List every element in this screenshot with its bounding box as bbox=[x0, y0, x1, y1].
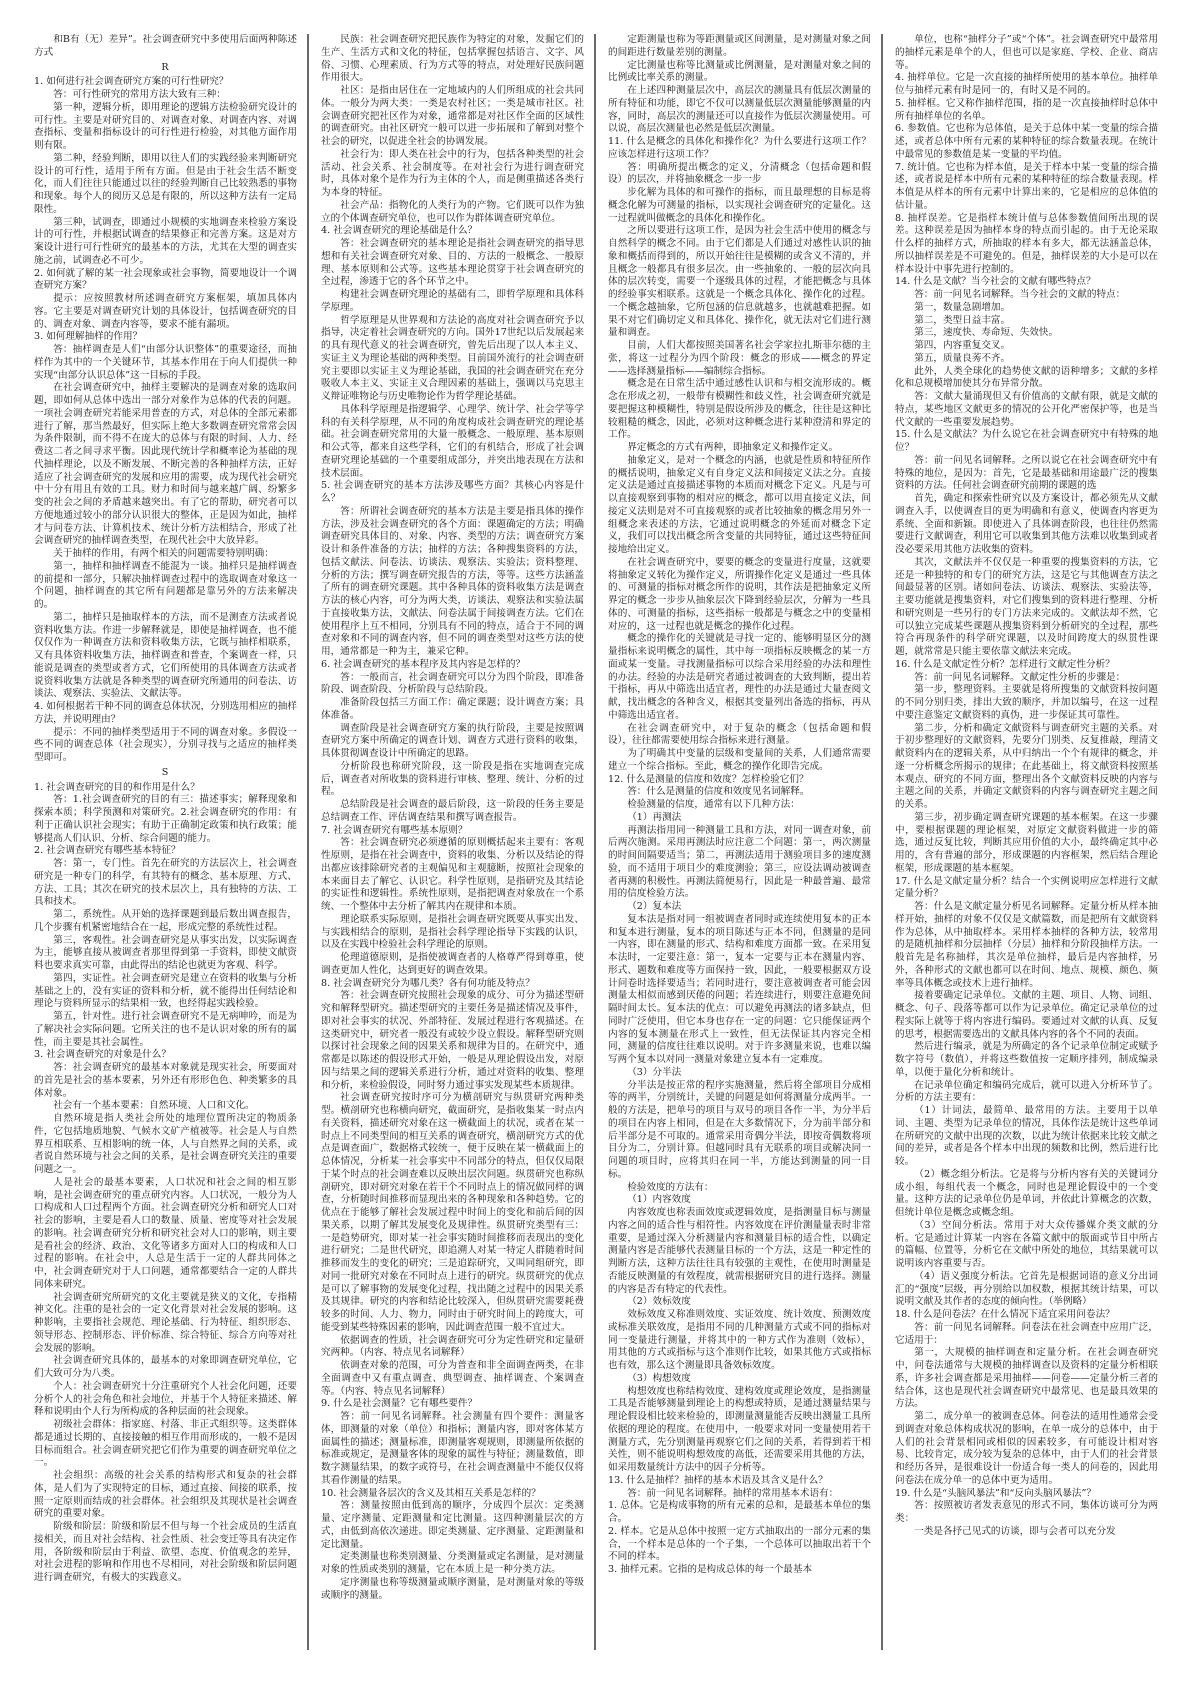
question-heading: 10. 社会测量各层次的含义及其相互关系是怎样的？ bbox=[321, 1487, 541, 1499]
question-heading: 3. 如何理解抽样的作用？ bbox=[34, 331, 143, 343]
answer-paragraph: 之所以要进行这项工作，是因为社会生活中使用的概念与自然科学的概念不同。由于它们都是人们通过对感性认识的抽象和概括而得到的，所以开始往往是模糊的或含义不清的，并且概念一般都具有很多层次。由一些抽象的、一般的层次向具体的层次转变，需要一个逐级具体的过程，才能把概念与具体的经验事实相联系。这就是一个概念具体化、操作化的过程。一个概念越抽象，它所包涵的信息就越多，也就越难把握。如果不对它们确切定义和具体化、操作化，就无法对它们进行测量和调查。 bbox=[608, 225, 871, 339]
answer-paragraph: 分析阶段也称研究阶段，这一阶段是指在实地调查完成后，调查者对所收集的资料进行审核、整理、统计、分析的过程。 bbox=[321, 760, 584, 798]
answer-paragraph: 第二，系统性。从开始的选择课题到最后数出调查报告，几个步骤有机紧密地结合在一起，形成完整的系统性过程。 bbox=[34, 909, 297, 933]
text-column-3 bbox=[608, 34, 883, 1650]
answer-paragraph: 社会有一个基本要素：自然环境、人口和文化。 bbox=[53, 1100, 255, 1112]
answer-paragraph: 自然环境是指人类社会所处的地理位置所决定的物质条件，它包括地质地貌、气候水文矿产植被等。社会是人与自然界互相联系、互相影响的统一体，人与自然界之间的关系，或者说自然环境与社会之间的关系，是社会调查研究关注的重要问题之一。 bbox=[34, 1113, 297, 1175]
answer-paragraph: 此外，人类全球化的趋势使文献的语种增多；文献的多样化和总规模增加使其分布异常分散。 bbox=[895, 365, 1158, 390]
question-heading: 5. 抽样框。它又称作抽样范围，指的是一次直接抽样时总体中所有抽样单位的名单。 bbox=[895, 97, 1158, 122]
question-heading: 15. 什么是文献法？为什么说它在社会调查研究中有特殊的地位？ bbox=[895, 429, 1158, 453]
answer-paragraph: 社会调查研究按时序可分为横剖研究与纵贯研究两种类型。横剖研究也称横向研究，截面研究，是指收集某一时点内有关资料，描述研究对象在这一横截面上的状况，或者在某一时点上不同类型间的相互关系的调查研究，横剖研究方式的优点是调查面广，数据格式较统一，便于反映在某一横截面上的总体情况，分析某一社会事实中不同部分的特点，但仅仅局限于某个时点的社会调查难以反映出层次问题。纵贯研究也称纵剖研究，即对研究对象在若干个不同时点上的情况做同样的调查，分析随时间推移而显现出来的各种现象和各种趋势。它的优点在于能够了解社会发展过程中时间上的变化和前后间的因果关系，以期了解其发展变化及规律性。纵贯研究类型有三：一是趋势研究，即对某一社会事实随时间推移而表现出的变化进行研究；二是世代研究，即追溯人对某一特定人群随着时间推移而发生的变化的研究；三是追踪研究，又叫同组研究，即对同一批研究对象在不同时点上进行的研究。纵贯研究的优点是可以了解事物的发展变化过程，找出随之过程中的因果关系及其规律。研究的内容和结论比较深入，但纵贯研究需要耗费较多的时间、人力、物力，同时由于研究时间上的跨度大，可能受到某些特殊因素的影响，因此调查范围一般不宜过大。 bbox=[321, 1092, 584, 1333]
answer-paragraph: 在上述四种测量层次中，高层次的测量具有低层次测量的所有特征和功能，即它不仅可以测量低层次测量能够测量的内容，同时，高层次的测量还可以直接作为低层次测量使用。可以说，高层次测量也必然是低层次测量。 bbox=[608, 85, 871, 135]
answer-paragraph: 答：什么是测量的信度和效度见名词解释。 bbox=[627, 786, 810, 798]
answer-paragraph: 复本法是指对同一组被调查者同时或连续使用复本的正本和复本进行测量，复本的项目陈述与正本不同，但测量的是同一内容，即在测量的形式、结构和难度方面都一致。在采用复本法时，一定要注意：第一，复本一定要与正本在测量内容、形式、题数和难度等方面保持一致，因此，一般要根据双方设计问卷时选择要适当；若同时进行，要注意被调查者可能会因测量太相似而感到厌倦的问题；若连续进行，则要注意避免间隔时间太长。复本法的优点：可以避免再测法的诸多缺点，但同时广泛使用，但它本身也存在一定的问题：它只能保证两个内容的复本测量在形式上一致性，但无法保证其内容完全相同，测量的信度往往难以说明。对于许多测量来说，也难以编写两个复本以对同一测量对象建立复本有一定难度。 bbox=[608, 913, 871, 1065]
answer-paragraph: （2）效标效度 bbox=[627, 1296, 691, 1308]
answer-paragraph: 准备阶段包括三方面工作：确定课题；设计调查方案；具体准备。 bbox=[321, 697, 584, 721]
answer-paragraph: （3）构想效度 bbox=[627, 1372, 691, 1384]
answer-paragraph: 概念是在日常生活中通过感性认识和与相交流形成的。概念在形成之初，一般带有模糊性和歧义性，社会调查研究就是要把握这种模糊性，特别是假设所涉及的概念，往往是这种比较粗糙的概念，因此，必须对这种概念进行某种澄清和界定的工作。 bbox=[608, 378, 871, 441]
answer-paragraph: （3）分半法 bbox=[627, 1066, 682, 1078]
answer-paragraph: 然后进行编录，就是为所确定的各个记录单位制定或赋予数字符号（数值），并将这些数值按一定顺序排列，制成编录单，以便于量化分析和统计。 bbox=[895, 1041, 1158, 1078]
answer-paragraph: 社会组织：高级的社会关系的结构形式和复杂的社会群体，是人们为了实现特定的目标，通过直接、间接的联系，按照一定原则而结成的社会群体。社会组织及其现状是社会调查研究的重要对象。 bbox=[34, 1470, 297, 1520]
answer-paragraph: 和B有（无）差异”。社会调查研究中多使用后面两种陈述方式 bbox=[34, 34, 297, 58]
answer-paragraph: （3）空间分析法。常用于对大众传播媒介类文献的分析。它是通过计算某一内容在各篇文献中的版面或节目中所占的篇幅、位置等，分析它在文献中所处的地位，其结果就可以说明该内容重要与否。 bbox=[895, 1219, 1158, 1269]
answer-paragraph: 具体科学原理是指逻辑学、心理学、统计学、社会学等学科的有关科学原理，从不同的角度构成社会调查研究的理论基础。社会调查研究常用的大量一般概念、一般原理、基本原则和公式等，都来自这些学科，它们的有机结合，形成了社会调查研究理论基础的一个重要组成部分，并突出地表现在方法和技术层面。 bbox=[321, 403, 584, 479]
question-heading: 12. 什么是测量的信度和效度？怎样检验它们？ bbox=[608, 773, 809, 785]
question-heading: 1. 如何进行社会调查研究方案的可行性研究？ bbox=[34, 76, 229, 88]
answer-paragraph: 答：社会调查研究的最基本对象就是现实社会，所要面对的首先是社会的基本要素，另外还有形形色色、种类繁多的具体对象。 bbox=[34, 1062, 297, 1099]
question-heading: 7. 社会调查研究有哪些基本原则？ bbox=[321, 824, 468, 836]
answer-paragraph: 第三，速度快、寿命短、失效快。 bbox=[914, 327, 1059, 339]
answer-paragraph: 定类测量也称类别测量、分类测量或定名测量，是对测量对象的性质或类别的测量，它在本质上是一种分类方法。 bbox=[321, 1551, 584, 1575]
answer-paragraph: 答：所谓社会调查研究的基本方法是主要是指具体的操作方法，涉及社会调查研究的各个方面：课题确定的方法；明确调查研究具体目的、对象、内容、类型的方法；调查研究方案设计和条件准备的方法；抽样的方法；各种搜集资料的方法，包括文献法、问卷法、访谈法、观察法、实验法；资料整理、分析的方法；撰写调查研究报告的方法，等等。这些方法涵盖了所有的调查研究课题。其中各种具体的资料收集方法是调查方法的核心内容，可分为两大类，访谈法、观察法和实验法属于直接收集方法，文献法、问卷法属于间接调查方法。它们在使用程序上互不相同，分别具有不同的特点，适合于不同的调查对象和不同的调查内容，但不同的调查类型对这些方法的使用，通常都是一种为主，兼采它种。 bbox=[321, 505, 584, 657]
answer-paragraph: 第一步，整理资料。主要就是将所搜集的文献资料按问题的不同分别归类，排出大致的顺序，并加以编号，在这一过程中要注意鉴定文献资料的真伪，进一步保证其可靠性。 bbox=[895, 684, 1158, 721]
answer-paragraph: 检验测量的信度，通常有以下几种方法： bbox=[627, 799, 800, 810]
answer-paragraph: （2）复本法 bbox=[627, 901, 682, 912]
answer-paragraph: 社会行为：即人类在社会中的行为，包括各种类型的社会活动、社会关系、社会制度等。在对社会行为进行调查研究时，具体对象个是作为行为主体的个人，而是侧重描述各类行为本身的特征。 bbox=[321, 148, 584, 198]
answer-paragraph: 答：测量按照由低到高的顺序，分成四个层次：定类测量、定序测量、定距测量和定比测量。这四种测量层次的方式，由低到高依次递进。即定类测量、定序测量、定距测量和定比测量。 bbox=[321, 1500, 584, 1550]
text-column-1 bbox=[34, 34, 309, 1650]
answer-paragraph: 第二步，分析和确定文献资料与调查研究主题的关系。对于初步整理好的文献资料，先要分门别类、反复推敲，理清文献资料内在的逻辑关系，从中归纳出一个个有规律的概念，并逐一分析概念所揭示的规律；在此基础上，将文献资料按照基本观点、研究的不同方面，整理出各个文献资料反映的内容与主题之间的关系，并确定文献资料的内容与调查研究主题之间的关系。 bbox=[895, 722, 1158, 810]
answer-paragraph: 一类是各抒己见式的访谈，即与会者可以充分发 bbox=[914, 1525, 1116, 1537]
answer-paragraph: 答：什么是文献定量分析见名词解释。定量分析从样本抽样开始，抽样的对象不仅仅是文献篇数，而是把所有文献资料作为总体，从中抽取样本。采用样本抽样的各种方法，较常用的是随机抽样和分层抽样（分层）抽样和分阶段抽样方法。一般首先是名称抽样，其次是单位抽样，最后是内容抽样，另外，各种形式的文献也都可以在时间、地点、规模、颜色、频率等具体概念或技术上进行抽样。 bbox=[895, 901, 1158, 989]
answer-paragraph: 提示：应按照教材所述调查研究方案框架，填加具体内容。它主要是对调查研究计划的具体设计，包括调查研究的目的、调查对象、调查内容等，要求不能有漏项。 bbox=[34, 293, 297, 330]
question-heading: 4. 如何根据若干种不同的调查总体状况，分别选用相应的抽样方法，并说明理由？ bbox=[34, 701, 297, 725]
answer-paragraph: 定序测量也称等级测量或顺序测量，是对测量对象的等级或顺序的测量。 bbox=[321, 1576, 584, 1601]
answer-paragraph: 调查阶段是社会调查研究方案的执行阶段，主要是按照调查研究方案中所确定的调查计划、调查方式进行资料的收集，具体贯彻调查设计中所确定的思路。 bbox=[321, 722, 584, 759]
question-heading: 8. 抽样误差。它是指样本统计值与总体参数值间所出现的误差。这种误差是因为抽样本身的特点而引起的。由于无论采取什么样的抽样方式，所抽取的样本有多大，都无法涵盖总体，所以抽样误差是不可避免的。但是，抽样误差的大小是可以在样本设计中事先进行控制的。 bbox=[895, 212, 1158, 275]
answer-paragraph: 第二，抽样只是抽取样本的方法，而不是测查方法或者说资料收集方法。作进一步解释就是，即使是抽样调查，也不能仅仅作为一种调查方法和资料收集方法，它既与抽样相联系，又有具体资料收集方法，抽样调查和普查，个案调查一样，只能说是调查的类型或者方式，它们所使用的具体调查方法或者说资料收集方法就是各种类型的调查研究所通用的问卷法、访谈法、观察法、实验法、文献法等。 bbox=[34, 611, 297, 700]
answer-paragraph: 答：前一问见名词解释。文献定性分析的步骤是： bbox=[914, 671, 1126, 683]
question-heading: 4. 抽样单位。它是一次直接的抽样所使用的基本单位。抽样单位与抽样元素有时是同一的，有时又是不同的。 bbox=[895, 72, 1158, 96]
document-page bbox=[34, 34, 1158, 1650]
answer-paragraph: 答：按照被访者发表意见的形式不同，集体访谈可分为两类： bbox=[895, 1500, 1158, 1524]
answer-paragraph: 社会调查研究具体的，最基本的对象即调查研究单位，它们大致可分为八类。 bbox=[34, 1355, 297, 1379]
answer-paragraph: 依据调查的性质，社会调查研究可分为定性研究和定量研究两种。（内容、特点见名词解释） bbox=[321, 1334, 584, 1359]
answer-paragraph: 第一种，逻辑分析，即用理论的逻辑方法检验研究设计的可行性。主要是对研究目的、对调查对象、对调查内容、对调查指标、变量和指标设计的可行性进行检验，对其他方面作用则有限。 bbox=[34, 101, 297, 151]
answer-paragraph: 哲学原理是从世界观和方法论的高度对社会调查研究予以指导，决定着社会调查研究的方向。国外17世纪以后发展起来的具有现代意义的社会调查研究，曾先后出现了以人本主义、实证主义为理论基础的两种类型。目前国外流行的社会调查研究主要即以实证主义为理论基础，我国的社会调查研究在充分吸收人本主义、实证主义合理因素的基础上，强调以马克思主义辩证唯物论与历史唯物论作为哲学理论基础。 bbox=[321, 314, 584, 402]
question-heading: 1. 社会调查研究的目的和作用是什么？ bbox=[34, 781, 200, 793]
answer-paragraph: 依调查对象的范围，可分为普查和非全面调查两类，在非全面调查中又有重点调查、典型调查、抽样调查、个案调查等。（内容、特点见名词解释） bbox=[321, 1360, 584, 1397]
answer-paragraph: 人是社会的最基本要素，人口状况和社会之间的相互影响，是社会调查研究的重点研究内容。人口状况，一般分为人口构成和人口过程两个方面。社会调查研究分析和研究人口对社会的影响，主要是看人口的数量、质量、密度等对社会发展的影响。社会调查研究分析和研究社会对人口的影响，则主要是看社会的经济、政治、文化等诸多方面对人口的构成和人口过程的影响。在社会中，人总是生活于一定的人群共同体之中，社会调查研究对于人口问题，通常都要结合一定的人群共同体来研究。 bbox=[34, 1176, 297, 1290]
answer-paragraph: 在社会调查研究中，抽样主要解决的是调查对象的选取问题，即如何从总体中选出一部分对象作为总体的代表的问题。一项社会调查研究若能采用普查的方式，对总体的全部元素都进行了解，那当然最好，但实际上绝大多数调查研究常常会因为条件限制，而不得不在庞大的总体与有限的时间、人力、经费这二者之间寻求平衡。因此现代统计学和概率论为基础的现代抽样理论，以及不断发展、不断完善的各种抽样方法，正好适应了社会调查研究的发展和应用的需要，成为现代社会研究中十分有用且有效的工具。财力和时间与越来越广阔、纷繁多变的社会之间的矛盾越来越突出。有了它的帮助，研究者可以方便地通过较小的部分认识很大的整体，正是因为如此，抽样才与问卷方法、计算机技术、统计分析方法相结合，形成了社会调查研究的抽样调查类型，在现代社会中大放异彩。 bbox=[34, 382, 297, 547]
section-letter: R bbox=[161, 61, 170, 73]
question-heading: 13. 什么是抽样？抽样的基本术语及其含义是什么？ bbox=[608, 1474, 828, 1486]
question-heading: 4. 社会调查研究的理论基础是什么？ bbox=[321, 225, 478, 237]
question-heading: 3. 抽样元素。它指的是构成总体的每一个最基本 bbox=[608, 1564, 813, 1575]
answer-paragraph: 第三步，初步确定调查研究课题的基本框架。在这一步骤中，要根据课题的理论框架，对原定文献资料做进一步的筛选，通过反复比较，判断其应用价值的大小，最终确定其中必用的，含有普遍的部分，形成课题的内容框架，然后结合理论框架，形成课题的基本框架。 bbox=[895, 811, 1158, 874]
answer-paragraph: 第一，抽样和抽样调查不能混为一谈。抽样只是抽样调查的前提和一部分，只解决抽样调查过程中的选取调查对象这一个问题，抽样调查的其它所有问题都是靠另外的方法来解决的。 bbox=[34, 560, 297, 610]
question-heading: 2. 如何就了解的某一社会现象或社会事物，简要地设计一个调查研究方案？ bbox=[34, 267, 297, 292]
answer-paragraph: 检验效度的方法有： bbox=[627, 1181, 714, 1193]
answer-paragraph: 第二种，经验判断，即用以往人们的实践经验来判断研究设计的可行性，适用于所有方面。但是由于社会生活不断变化，而人们往往只能通过以往的经验判断自己比较熟悉的事物和现象。每个人的阅历又总是有限的，所以这种方法有一定局限性。 bbox=[34, 152, 297, 215]
question-heading: 11. 什么是概念的具体化和操作化？为什么要进行这项工作？应该怎样进行这项工作？ bbox=[608, 136, 871, 160]
answer-paragraph: 伦理道德原则，是指使被调查者的人格尊严得到尊重，使调查更加人性化，达到更好的调查效果。 bbox=[321, 952, 584, 976]
answer-paragraph: 答：抽样调查是人们“由部分认识整体”的重要途径，而抽样作为其中的一个关键环节，其基本作用在于向人们提供一种实现“由部分认识总体”这一目标的手段。 bbox=[34, 344, 297, 381]
question-heading: 14. 什么是文献？当今社会的文献有哪些特点？ bbox=[895, 276, 1096, 288]
answer-paragraph: 再测法指用同一种测量工具和方法，对同一调查对象，前后两次施测。采用再测法时应注意二个问题：第一，两次测量的时间间隔要适当；第二，再测法适用于测验项目多的速度测验，而不适用于项目少的难度测验；第三，应设法调动被调查者再测的积极性。再测法简便易行，因此是一种最普遍、最常用的信度检验方法。 bbox=[608, 824, 871, 900]
question-heading: 16. 什么是文献定性分析？怎样进行文献定性分析？ bbox=[895, 658, 1115, 670]
answer-paragraph: 单位，也称“抽样分子”或“个体”。社会调查研究中最常用的抽样元素是单个的人，但也可以是家庭、学校、企业、商店等。 bbox=[895, 34, 1158, 71]
answer-paragraph: 定比测量也称等比测量或比例测量，是对测量对象之间的比例或比率关系的测量。 bbox=[608, 59, 871, 84]
answer-paragraph: 社会产品：指物化的人类行为的产物。它们既可以作为独立的个体调查研究单位，也可以作为群体调查研究单位。 bbox=[321, 199, 584, 224]
answer-paragraph: 总结阶段是社会调查的最后阶段，这一阶段的任务主要是总结调查工作、评估调查结果和撰写调查报告。 bbox=[321, 799, 584, 823]
answer-paragraph: 提示：不同的抽样类型适用于不同的调查对象。多假设一些不同的调查总体（社会现实），分别寻找与之适应的抽样类型即可。 bbox=[34, 726, 297, 763]
answer-paragraph: 民族：社会调查研究把民族作为特定的对象，发掘它们的生产、生活方式和文化的特征，包括掌握包括语言、文字、风俗、习惯、心理素质、行为方式等的特点，对处理好民族问题作用很大。 bbox=[321, 34, 584, 84]
answer-paragraph: 为了明确其中变量的层级和变量间的关系，人们通常需要建立一个综合指标。至此，概念的操作化即告完成。 bbox=[608, 748, 871, 772]
answer-paragraph: 在社会调查研究中，要要的概念的变量进行度量，这就要将抽象定义转化为操作定义，所谓操作化定义是通过一些具体的、可测量的指标对概念所作的说明，其作法是把抽象定义所界定的概念一步步从抽象层次下降到经验层次，分解为一些具体的、可测量的指标，这些指标一般都是与概念之中的变量相对应的，这一过程也就是概念的操作化过程。 bbox=[608, 556, 871, 632]
question-heading: 9. 什么是社会测量？它有哪些要件？ bbox=[321, 1398, 478, 1410]
answer-paragraph: 答：一般而言，社会调查研究可以分为四个阶段，即准备阶段、调查阶段、分析阶段与总结阶段。 bbox=[321, 671, 584, 696]
answer-paragraph: 答：前一问见名词解释。抽样的常用基本术语有： bbox=[627, 1487, 839, 1499]
answer-paragraph: 理论联系实际原则，是指社会调查研究既要从事实出发、与实践相结合的原则，是指社会科学理论指导下实践的认识，以及在实践中检验社会科学理论的原则。 bbox=[321, 913, 584, 951]
answer-paragraph: 答：文献大量涌现但又有价值高的文献有限，就是文献的特点，某些地区文献更多的情况的公开化严密保护等，也是当代文献的一些重要发展趋势。 bbox=[895, 391, 1158, 428]
answer-paragraph: 第一，数量急剧增加。 bbox=[914, 301, 1011, 313]
answer-paragraph: 初级社会群体：指家庭、村落、非正式组织等。这类群体都是通过长期的、直接接触的相互作用而形成的，一般不是因目标而组合。社会调查研究把它们作为重要的调查研究单位之一。 bbox=[34, 1419, 297, 1469]
answer-paragraph: 在社会调查研究中，对于复杂的概念（包括命题和假设），往往都需要使用综合指标来进行测量。 bbox=[608, 722, 871, 747]
text-column-4 bbox=[895, 34, 1158, 1650]
answer-paragraph: 抽象定义，是对一个概念的内涵，也就是性质和特征所作的概括说明，抽象定义有自身定义法和间接定义法之分。直接定义法是通过直接描述事物的本质而对概念下定义。凡是与可以直接观察到事物的相对应的概念，都可以用直接定义法，间接定义法则是对不可直接观察的或者比较抽象的概念用另外一组概念来表述的方法，它通过说明概念的外延而对概念下定义，我们可以找出概念所含变量的共同特征，通过这些特征间接地给出定义。 bbox=[608, 454, 871, 555]
answer-paragraph: 答：第一，专门性。首先在研究的方法层次上，社会调查研究是一种专门的科学，有其特有的概念、基本原理、方式、方法、工具；其次在研究的技术层次上，具有独特的方法、工具和技术。 bbox=[34, 858, 297, 908]
answer-paragraph: （4）语义强度分析法。它首先是根据词语的意义分出词汇的“强度”层级，再分别给以加权数，根据其统计结果，可以说明文献及其作者的态度的倾向性。（举例略） bbox=[895, 1270, 1158, 1308]
answer-paragraph: 答：明确所提出概念的定义，分清概念（包括命题和假设）的层次，并将抽象概念一步一步 bbox=[608, 161, 871, 186]
answer-paragraph: 社会调查研究所研究的文化主要就是狭义的文化，专指精神文化。注重的是社会的一定文化背景对社会发展的影响。这种影响，主要指社会规范、理论基础、行为特征、组织形态、领导形态、控制形态、评价标准、综合特征、综合方向等对社会发展的影响。 bbox=[34, 1291, 297, 1354]
answer-paragraph: 第五，质量良莠不齐。 bbox=[914, 352, 1011, 364]
answer-paragraph: 答：社会调查研究必须遵循的原则概括起来主要有：客观性原则，是指在社会调查中，资料的收集、分析以及结论的得出都应该排除研究者的主观偏见和主观臆断，按照社会现象的本来面目去了解它、认识它。科学性原则，是指研究及其结论的实证性和逻辑性。系统性原则，是指把调查对象放在一个系统、一个整体中去分析了解其内在规律和本质。 bbox=[321, 837, 584, 912]
answer-paragraph: 第二，类型日益丰富。 bbox=[914, 314, 1011, 326]
question-heading: 6. 社会调查研究的基本程序及其内容是怎样的？ bbox=[321, 658, 526, 670]
question-heading: 19. 什么是“头脑风暴法”和“反向头脑风暴法”？ bbox=[895, 1487, 1097, 1499]
answer-paragraph: 社区：是指由居住在一定地域内的人们所组成的社会共同体。一般分为两大类：一类是农村社区；一类是城市社区。社会调查研究把社区作为对象，通常都是对社区作全面的区域性的调查研究。由社区研究一般可以进一步拓展和了解到对整个社会的研究，以促进全社会的协调发展。 bbox=[321, 85, 584, 147]
answer-paragraph: 第五，针对性。进行社会调查研究不是无病呻吟，而是为了解决社会实际问题。它所关注的也不是认识对象的所有的属性，而主要是其社会属性。 bbox=[34, 1011, 297, 1048]
answer-paragraph: 首先，确定和探索性研究以及方案设计，都必须先从文献调查入手，以使调查目的更为明确和有意义，使调查内容更为系统、全面和新颖。即使进入了具体调查阶段，也往往仍然需要进行文献调查，利用它可以收集到其他方法难以收集到或者没必要采用其他方法收集的资料。 bbox=[895, 493, 1158, 555]
answer-paragraph: 第四，内容重复交叉。 bbox=[914, 340, 1011, 351]
answer-paragraph: 内容效度也称表面效度或逻辑效度，是指测量目标与测量内容之间的适合性与相符性。内容效度在评价测量量表时非常重要，是通过深入分析测量内容和测量目标的适合性，以确定测量内容是否能够代表测量目标的一个方法，这是一种定性的判断方法，这种方法往往具有较强的主观性，在使用时测量是否能反映测量的有效程度，就需根据研究目的进行选择。测量的内容是否有特定的代表性。 bbox=[608, 1207, 871, 1295]
answer-paragraph: 第三种，试调查，即通过小规模的实地调查来检验方案设计的可行性，并根据试调查的结果修正和完善方案。这是对方案设计进行可行性研究的最基本的方法，尤其在大型的调查实施之前，试调查必不可少。 bbox=[34, 216, 297, 266]
answer-paragraph: 答：1.社会调查研究的目的有三：描述事实；解释现象和探索本质；科学预测和对策研究。2.社会调查研究的作用：有利于正确认识社会现实；有助于正确制定政策和执行政策；能够提高人们认识、分析、综合问题的能力。 bbox=[34, 794, 297, 844]
answer-paragraph: 界定概念的方式有两种，即抽象定义和操作定义。 bbox=[627, 442, 839, 453]
answer-paragraph: 分半法是按正常的程序实施测量，然后将全部项目分成相等的两半，分别统计，关键的问题是如何将测量分成两半。一般的方法是，把单号的项目与双号的项目各作一半，为分半后的项目在内容上相同，但是在大多数情况下，分为前半部分和后半部分是不可取的。通常采用奇偶分半法，即按奇偶数将项目分为二，分别计算。但越同时具有无联系的项目或解决同一问题的项目时，应将其归在同一半，方能达到测量的同一目标。 bbox=[608, 1079, 871, 1180]
answer-paragraph: （1）计词法，最简单、最常用的方法。主要用于以单词、主题、类型为记录单位的情况，具体作法是统计这些单词在所研究的文献中出现的次数，以此为统计依据来比较文献之间的差异，或者是各个样本中出现的频数和比例，然后进行比较。 bbox=[895, 1105, 1158, 1167]
answer-paragraph: 个人：社会调查研究十分注重研究个人社会化问题，还要分析个人的社会角色和社会地位，并基于个人特征来描述、解释和说明由个人行为所构成的各种层面的社会现象。 bbox=[34, 1380, 297, 1418]
answer-paragraph: 答：社会调查研究的基本理论是指社会调查研究的指导思想和有关社会调查研究对象、目的、方法的一般概念、一般原理、基本原则和公式等。这些基本理论贯穿于社会调查研究的全过程，渗透于它的各个环节之中。 bbox=[321, 238, 584, 288]
answer-paragraph: 答：前一问见名词解释。当今社会的文献的特点： bbox=[914, 289, 1126, 300]
question-heading: 2. 社会调查研究有哪些基本特征？ bbox=[34, 845, 181, 857]
answer-paragraph: 效标效度又称准则效度、实证效度、统计效度、预测效度或标准关联效度，是指用不同的几种测量方式或不同的指标对同一变量进行测量，并将其中的一种方式作为准则（效标），用其他的方式或指标与这个准则作比较，如果其他方式或指标也有效，那么这个测量即具备效标效度。 bbox=[608, 1309, 871, 1371]
answer-paragraph: 第二，成分单一的被调查总体。问卷法的适用性通常会受到调查对象总体构成状况的影响，在单一成分的总体中，由于人们的社会背景相同或相似的因素较多，有可能设计相对容易、比较肯定，成分较为复杂的总体中，由于人们的社会背景和经历各异，是很难设计一份适合每一类人的问卷的，因此用问卷法在成分单一的总体中更为适用。 bbox=[895, 1411, 1158, 1486]
answer-paragraph: 第三，客观性。社会调查研究是从事实出发，以实际调查为主，能够直接从被调查者那里得到第一手资料，即使文献资料也要求真实可靠，由此得出的结论也就更为客观、科学。 bbox=[34, 934, 297, 971]
question-heading: 18. 什么是问卷法？在什么情况下适宜采用问卷法？ bbox=[895, 1309, 1115, 1320]
answer-paragraph: 第四，实证性。社会调查研究是建立在资料的收集与分析基础之上的，没有实证的资料和分析，就不能得出任何结论和理论与资料所显示的结果相一致，也经得起实践检验。 bbox=[34, 972, 297, 1010]
answer-paragraph: 答：社会调查研究按照社会现象的成分、可分为描述型研究和解释型研究。描述型研究的主要任务是描述情况及事件，即对社会事实的状况、外部特征、发展过程进行客观描述。在这类研究中，研究者一般没有或较少设立假设。解释型研究则以探讨社会现象之间的因果关系和规律为目的。在研究中，通常都是以陈述的假设形式开始，一般是从理论假设出发，对原因与结果之间的逻辑关系进行分析，通过对资料的收集、整理和分析，来检验假设，同时努力通过事实发现某些本质规律。 bbox=[321, 990, 584, 1091]
answer-paragraph: 第一，大规模的抽样调查和定量分析。在社会调查研究中，问卷法通常与大规模的抽样调查以及资料的定量分析相联系，许多社会调查都是采用抽样——问卷——定量分析三者的结合体，这也是现代社会调查研究中最常见、也是最具效果的方法。 bbox=[895, 1347, 1158, 1410]
answer-paragraph: （2）概念组分析法。它是将与分析内容有关的关键词分成小组，每组代表一个概念，同时也是理论假设中的一个变量。这种方法的记录单位仍是单词，并依此计算概念的次数，但统计单位是概念或概念组。 bbox=[895, 1168, 1158, 1218]
answer-paragraph: （1）内容效度 bbox=[627, 1194, 691, 1206]
answer-paragraph: 答：可行性研究的常用方法大致有三种： bbox=[53, 89, 226, 100]
answer-paragraph: （1）再测法 bbox=[627, 811, 682, 823]
answer-paragraph: 答：前一问见名词解释。之所以说它在社会调查研究中有特殊的地位，是因为：首先，它是最基础和用途最广泛的搜集资料的方法。任何社会调查研究前期的课题的选 bbox=[895, 454, 1158, 492]
answer-paragraph: 目前，人们大都按照美国著名社会学家拉扎斯菲尔德的主张，将这一过程分为四个阶段：概念的形成——概念的界定——选择测量指标——编制综合指标。 bbox=[608, 340, 871, 377]
question-heading: 6. 参数值。它也称为总体值，是关于总体中某一变量的综合描述，或者总体中所有元素的某种特征的综合数量表现。在统计中最常见的参数值是某一变量的平均值。 bbox=[895, 123, 1158, 160]
answer-paragraph: 步化解为具体的和可操作的指标，而且最理想的目标是将概念化解为可测量的指标，以实现社会调查研究的定量化。这一过程就叫做概念的具体化和操作化。 bbox=[608, 187, 871, 224]
answer-paragraph: 其次，文献法并不仅仅是一种重要的搜集资料的方法，它还是一种独特的和专门的研究方法，这是它与其他调查方法之间最显著的区别。诸如问卷法、访谈法、观察法、实验法等，主要功能就是搜集资料，对它们搜集到的资料进行整理、分析和研究则是一些另行的专门方法来完成的。文献法却不然，它可以独立完成某些课题从搜集资料到分析研究的全过程，那些符合再现条件的科学研究课题，以及时间跨度大的纵贯性课题，就常常是只能主要依靠文献法来完成。 bbox=[895, 556, 1158, 657]
question-heading: 1. 总体。它是构成事物的所有元素的总和，是最基本单位的集合。 bbox=[608, 1500, 871, 1524]
section-letter: S bbox=[161, 766, 170, 778]
answer-paragraph: 构想效度也称结构效度、建构效度或理论效度，是指测量工具是否能够测量到理论上的构想或特质，是通过测量结果与理论假设相比较来检验的，即测量测量能否反映出测量工具所依据的理论的程度。在使用中，一般要求对同一变量使用若干测量方式，先分别测量再观察它们之间的关系，若得到若干相关性，则不能说明构想效度的高低，还需要采用其他的方法，如采用数量统计方法中的因子分析等。 bbox=[608, 1385, 871, 1473]
question-heading: 7. 统计值。它也称为样本值，是关于样本中某一变量的综合描述，或者说是样本中所有元素的某种特征的综合数量表现。样本值是从样本的所有元素中计算出来的，它是相应的总体值的估计量。 bbox=[895, 161, 1158, 211]
question-heading: 8. 社会调查研究分为哪几类？各有何功能及特点？ bbox=[321, 977, 535, 989]
question-heading: 3. 社会调查研究的对象是什么？ bbox=[34, 1049, 171, 1061]
answer-paragraph: 关于抽样的作用，有两个相关的问题需要特别明确： bbox=[53, 548, 274, 559]
answer-paragraph: 定距测量也称为等距测量或区间测量，是对测量对象之间的间距进行数量差别的测量。 bbox=[608, 34, 871, 58]
question-heading: 5. 社会调查研究的基本方法涉及哪些方面？其核心内容是什么？ bbox=[321, 480, 584, 504]
answer-paragraph: 答：前一问见名词解释。社会测量有四个要件：测量客体，即测量的对象（单位）和指标；测量内容，即对客体某方面属性的描述；测量标准，即测量客观规则，即测量所依据的标准或规定，是测量客体的现象的属性与特征；测量数值，即数字测量结果，的数字或符号，在社会调查测量中不能仅仅将其看作测量的结果。 bbox=[321, 1411, 584, 1486]
answer-paragraph: 阶级和阶层：阶级和阶层不但与每一个社会成员的生活直接相关，而且对社会结构、社会性质、社会变迁等具有决定作用，各阶级和阶层由于利益、欲望、态度、价值观念的差异，对社会进程的影响和作用也不尽相同，对社会阶级和阶层问题进行调查研究，有极大的实践意义。 bbox=[34, 1521, 297, 1583]
answer-paragraph: 接着要确定记录单位。文献的主题、项目、人物、词组、概念、句子、段落等都可以作为记录单位。确定记录单位的过程实际上就等于将内容进行编码。要通过对文献的认真、反复的思考，根据需要选出的文献具体内容的各个不同的表面。 bbox=[895, 990, 1158, 1040]
answer-paragraph: 答：前一问见名词解释。问卷法在社会调查中应用广泛，它适用于： bbox=[895, 1321, 1158, 1346]
question-heading: 17. 什么是文献定量分析？结合一个实例说明应怎样进行文献定量分析？ bbox=[895, 875, 1158, 900]
question-heading: 2. 样本。它是从总体中按照一定方式抽取出的一部分元素的集合，一个样本是总体的一个子集，一个总体可以抽取出若干个不同的样本。 bbox=[608, 1525, 871, 1563]
answer-paragraph: 概念的操作化的关键就是寻找一定的、能够明显区分的测量指标来说明概念的属性，其中每一项指标反映概念的某一方面或某一变量。寻找测量指标可以综合采用经验的办法和理性的办法。经验的办法是研究者通过被调查的大致判断，提出若干指标，再从中筛选出适宜者，理性的办法是通过大量查阅文献，找出概念的各种含义，根据其变量列出备选的指标，再从中筛选出适宜者。 bbox=[608, 633, 871, 721]
text-column-2 bbox=[321, 34, 596, 1650]
answer-paragraph: 构建社会调查研究理论的基础有二，即哲学原理和具体科学原理。 bbox=[321, 289, 584, 313]
answer-paragraph: 在记录单位确定和编码完成后，就可以进入分析环节了。分析的方法主要有： bbox=[895, 1079, 1158, 1104]
